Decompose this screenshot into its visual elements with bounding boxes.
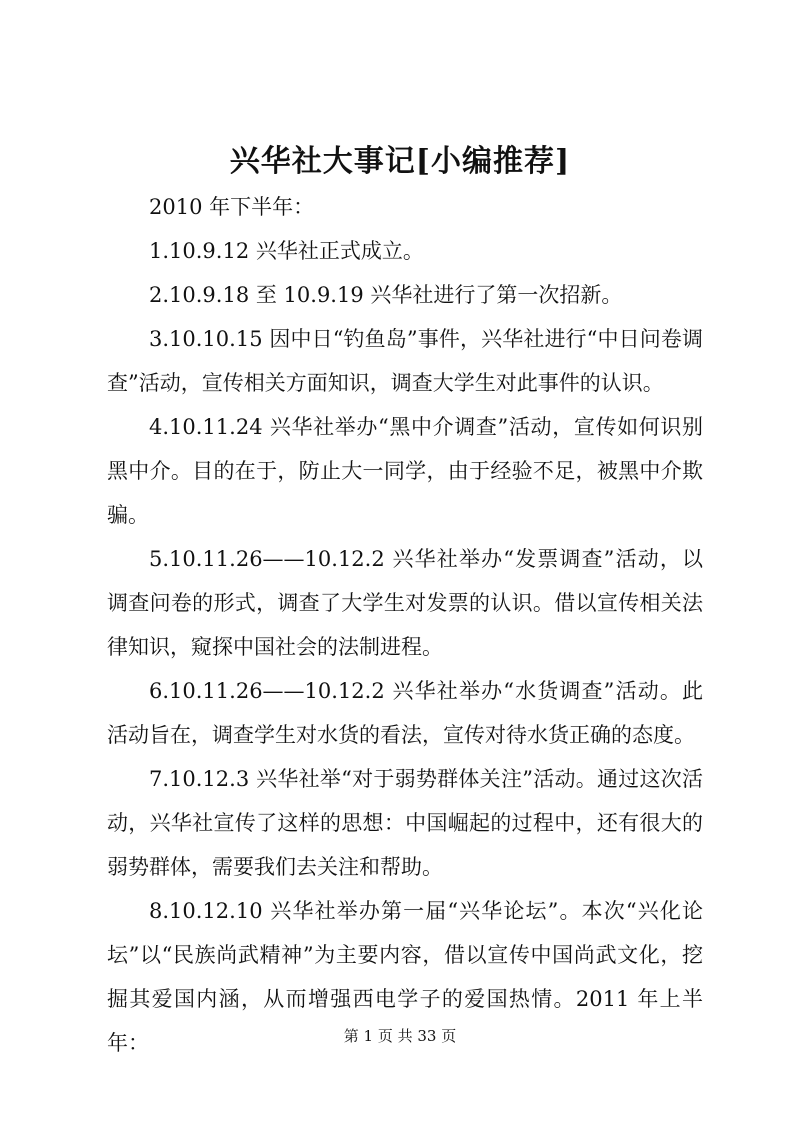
paragraph-event-3: 3.10.10.15 因中日“钓鱼岛”事件，兴华社进行“中日问卷调查”活动，宣传相关方面知识，调查大学生对此事件的认识。: [107, 327, 703, 395]
document-body: [107, 185, 703, 1065]
document-title: 兴华社大事记[小编推荐]: [229, 144, 571, 179]
paragraph-semester-heading: 2010 年下半年：: [149, 195, 315, 219]
paragraph-event-7: 7.10.12.3 兴华社举“对于弱势群体关注”活动。通过这次活动，兴华社宣传了这样的思想：中国崛起的过程中，还有很大的弱势群体，需要我们去关注和帮助。: [107, 767, 703, 879]
page-number-footer: 第 1 页 共 33 页: [343, 1027, 457, 1045]
paragraph-event-1: 1.10.9.12 兴华社正式成立。: [149, 239, 424, 263]
paragraph-event-6: 6.10.11.26——10.12.2 兴华社举办“水货调查”活动。此活动旨在，调查学生对水货的看法，宣传对待水货正确的态度。: [107, 679, 703, 747]
paragraph-event-8: 8.10.12.10 兴华社举办第一届“兴华论坛”。本次“兴化论坛”以“民族尚武精神”为主要内容，借以宣传中国尚武文化，挖掘其爱国内涵，从而增强西电学子的爱国热情。2011 年上半年：: [107, 899, 703, 1055]
paragraph-event-2: 2.10.9.18 至 10.9.19 兴华社进行了第一次招新。: [149, 283, 623, 307]
paragraph-event-5: 5.10.11.26——10.12.2 兴华社举办“发票调查”活动，以调查问卷的形式，调查了大学生对发票的认识。借以宣传相关法律知识，窥探中国社会的法制进程。: [107, 547, 703, 659]
paragraph-event-4: 4.10.11.24 兴华社举办“黑中介调查”活动，宣传如何识别黑中介。目的在于，防止大一同学，由于经验不足，被黑中介欺骗。: [107, 415, 703, 527]
